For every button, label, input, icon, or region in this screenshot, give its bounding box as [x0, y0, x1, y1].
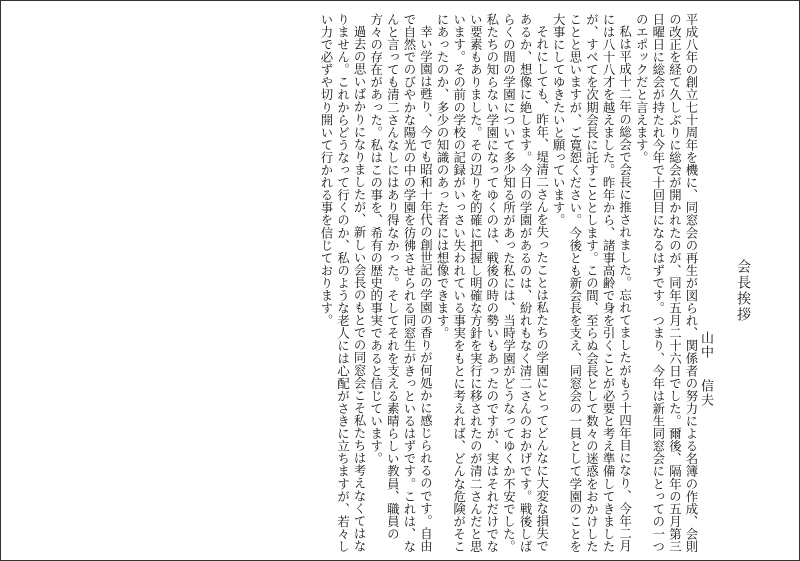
- letter-body: [79, 13, 699, 553]
- author-name: [699, 331, 712, 407]
- paragraph-3: それにしても、昨年、堤清二さんを失ったことは私たちの学園にとってどんなに大変な損失であるか、想像に絶します。今日の学園があるのは、紛れもなく清二さんのおかげです。戦後しばらくの間の学園について多少知る所があった私には、当時学園がどうなってゆくか不安でした。私たちの知らない学園になってゆくのは、戦後の時の勢いもあったのですが、実はそれだけでない要素もありました。その辺りを的確に把握し明確な方針を実行に移されたのが清二さんだと思います。その前の学校の記録がいっさい失われている事実をもとに考えれば、どんな危険がそこにあったのか、多少の知識のあった者には想像できます。: [435, 13, 550, 553]
- paragraph-2: 私は平成十二年の総会で会長に推されました。忘れてましたがもう十四年目になり、今年二月には八十八才を越えました。昨年から、諸事高齢で身を引くことが必要と考え準備してきましたが、すべてを次期会長に託すこととします。この間、至らぬ会長として数々の迷惑をおかけしたことと思いますが、ご寛恕ください。今後とも新会長を支え、同窓会の一員として学園のことを大事にしてゆきたいと願っています。: [551, 13, 633, 553]
- author-given-name: 信夫: [698, 379, 713, 407]
- paragraph-1: 平成八年の創立七十周年を機に、同窓会の再生が図られ、関係者の努力による名簿の作成、会則の改正を経て久しぶりに総会が開かれたのが、同年五月二十六日でした。爾後、隔年の五月第三日曜日に総会が持たれ今年で十回目になるはずです。つまり、今年は新生同窓会にとっての一つのエポックだと言えます。: [634, 13, 699, 553]
- page-title: 会長挨拶: [735, 259, 751, 323]
- paragraph-5: 過去の思いばかりになりましたが、新しい会長のもとでの同窓会こそ私たちは考えなくてはなりません。これからどうなって行くのか、私のような老人には心配がさきに立ちますが、若々しい力で必ずや切り開いて行かれる事を信じております。: [318, 13, 368, 553]
- author-family-name: 山中: [698, 331, 713, 359]
- paragraph-4: 幸い学園は甦り、今でも昭和十年代の創世記の学園の香りが何処かに感じられるのです。自由で自然でのびやかな陽光の中の学園を彷彿させられる同窓生がきっといるはずです。これは、なんと言っても清二さんなしにはあり得なかった。そしてそれを支える素晴らしい教員、職員の方々の存在があった。私はこの事を、希有の歴史的事実であると信じています。: [368, 13, 434, 553]
